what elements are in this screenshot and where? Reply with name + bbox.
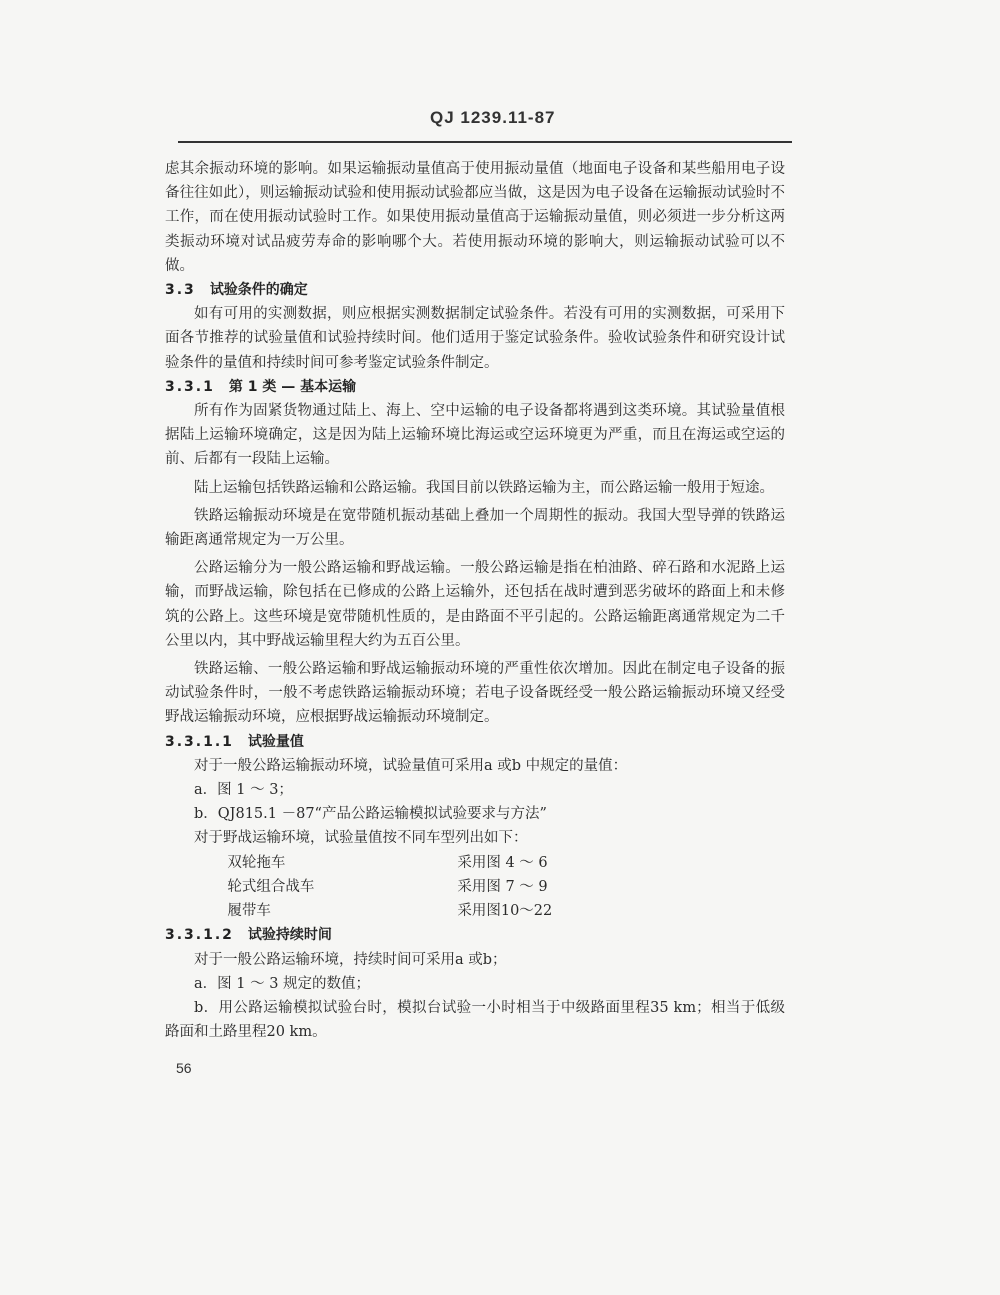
section-number: 3.3 [165,282,196,299]
paragraph: 对于一般公路运输振动环境，试验量值可采用a 或b 中规定的量值： [194,757,628,774]
vehicle-name: 履带车 [227,903,271,920]
vehicle-figure-ref: 采用图 4 ～ 6 [457,854,548,871]
paragraph: 对于一般公路运输环境，持续时间可采用a 或b； [194,951,507,968]
vehicle-figure-ref: 采用图 7 ～ 9 [457,878,548,895]
document-code-header: QJ 1239.11-87 [430,108,556,127]
list-item: a．图 1 ～ 3 规定的数值； [194,975,371,992]
section-number: 3.3.1.2 [165,927,234,944]
section-number: 3.3.1.1 [165,733,234,750]
page-number: 56 [176,1060,192,1076]
list-item: b．QJ815.1 －87“产品公路运输模拟试验要求与方法” [194,806,547,823]
section-heading-3-3-1 [165,375,785,399]
vehicle-row [165,851,785,875]
paragraph: 铁路运输、一般公路运输和野战运输振动环境的严重性依次增加。因此在制定电子设备的振动试验条件时，一般不考虑铁路运输振动环境；若电子设备既经受一般公路运输振动环境又经受野战运输振动环境，应根据野战运输振动环境制定。 [165,661,785,726]
section-heading-3-3-1-1 [165,730,785,754]
header-rule [178,141,792,143]
paragraph: 铁路运输振动环境是在宽带随机振动基础上叠加一个周期性的振动。我国大型导弹的铁路运输距离通常规定为一万公里。 [165,507,785,549]
section-title: 第 1 类 — 基本运输 [228,378,357,395]
vehicle-name: 轮式组合战车 [227,878,315,895]
paragraph: 所有作为固紧货物通过陆上、海上、空中运输的电子设备都将遇到这类环境。其试验量值根据陆上运输环境确定，这是因为陆上运输环境比海运或空运环境更为严重，而且在海运或空运的前、后都有一段陆上运输。 [165,403,785,468]
list-item: a．图 1 ～ 3； [194,782,293,799]
section-number: 3.3.1 [165,378,215,395]
paragraph: 虑其余振动环境的影响。如果运输振动量值高于使用振动量值（地面电子设备和某些船用电子设备往往如此），则运输振动试验和使用振动试验都应当做，这是因为电子设备在运输振动试验时不工作，而在使用振动试验时工作。如果使用振动量值高于运输振动量值，则必须进一步分析这两类振动环境对试品疲劳寿命的影响哪个大。若使用振动环境的影响大，则运输振动试验可以不做。 [165,161,785,274]
section-title: 试验量值 [247,733,304,750]
section-title: 试验持续时间 [247,927,332,944]
page-body [165,157,785,1044]
paragraph: 如有可用的实测数据，则应根据实测数据制定试验条件。若没有可用的实测数据，可采用下面各节推荐的试验量值和试验持续时间。他们适用于鉴定试验条件。验收试验条件和研究设计试验条件的量值和持续时间可参考鉴定试验条件制定。 [165,306,785,371]
section-heading-3-3 [165,278,785,302]
paragraph: 陆上运输包括铁路运输和公路运输。我国目前以铁路运输为主，而公路运输一般用于短途。 [194,479,774,496]
paragraph: 公路运输分为一般公路运输和野战运输。一般公路运输是指在柏油路、碎石路和水泥路上运输，而野战运输，除包括在已修成的公路上运输外，还包括在战时遭到恶劣破坏的路面上和未修筑的公路上。这些环境是宽带随机性质的，是由路面不平引起的。公路运输距离通常规定为二千公里以内，其中野战运输里程大约为五百公里。 [165,560,785,649]
paragraph: b．用公路运输模拟试验台时，模拟台试验一小时相当于中级路面里程35 km；相当于低级路面和土路里程20 km。 [165,999,785,1041]
vehicle-name: 双轮拖车 [227,854,286,871]
vehicle-row [165,875,785,899]
vehicle-figure-ref: 采用图10～22 [457,903,553,920]
vehicle-row [165,899,785,923]
section-title: 试验条件的确定 [209,282,308,299]
section-heading-3-3-1-2 [165,923,785,947]
paragraph: 对于野战运输环境，试验量值按不同车型列出如下： [194,830,528,847]
